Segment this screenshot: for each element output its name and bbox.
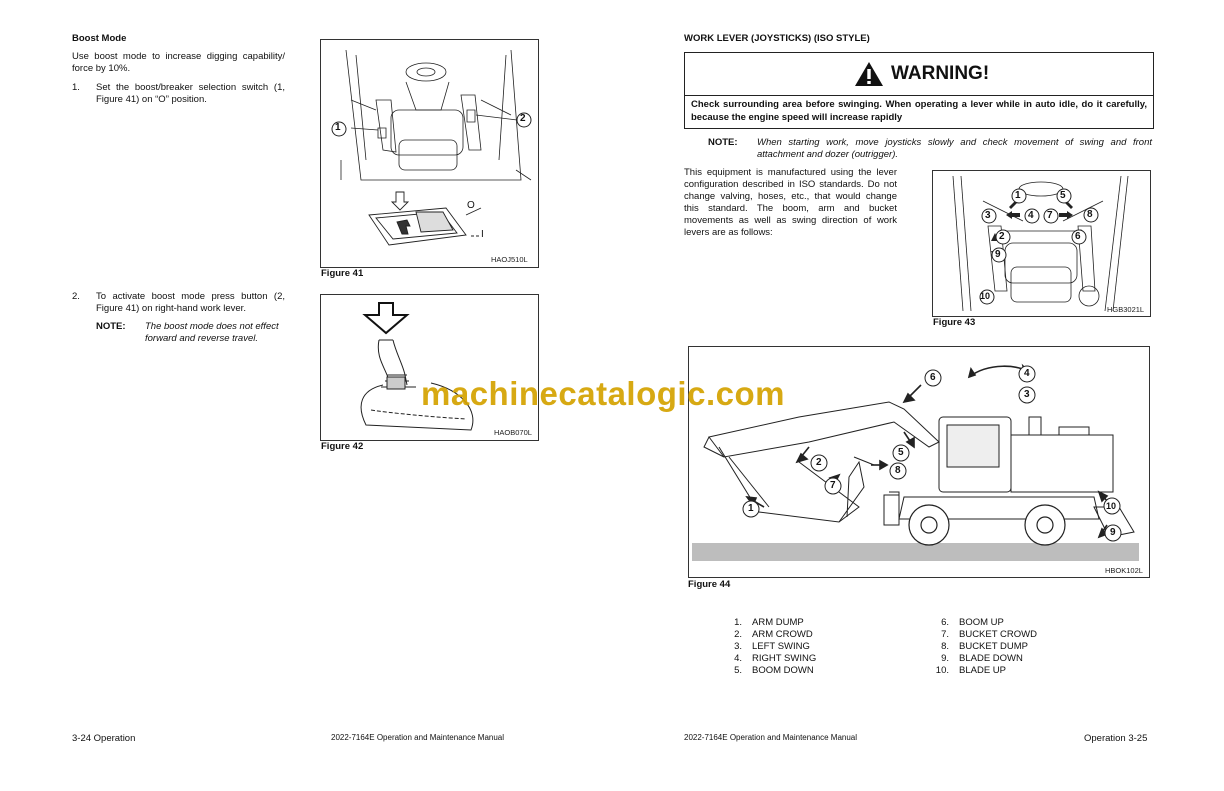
fig44-callout-9: 9 [1110,527,1116,538]
fig44-callout-6: 6 [930,372,936,383]
fig41-callout-2: 2 [520,113,526,124]
fig44-callout-4: 4 [1024,368,1030,379]
figure-43-caption: Figure 43 [933,317,976,328]
right-note-label: NOTE: [708,137,738,148]
warning-box [684,52,1154,129]
right-footer-page: Operation 3-25 [1084,733,1148,744]
step2-number: 2. [72,291,80,302]
fig43-callout-9: 9 [995,249,1001,260]
fig44-callout-7: 7 [830,480,836,491]
fig44-callout-8: 8 [895,465,901,476]
fig43-callout-3: 3 [985,210,991,221]
fig43-callout-2: 2 [999,231,1005,242]
left-note-text: The boost mode does not effect forward and reverse travel. [145,321,279,344]
right-note-text: When starting work, move joysticks slowly and check movement of swing and front attachment and dozer (outrigger). [757,137,1152,160]
figure-43-box [932,170,1151,317]
fig44-callout-3: 3 [1024,389,1030,400]
warning-title-row [685,53,1153,96]
fig43-callout-8: 8 [1087,209,1093,220]
fig44-code: HBOK102L [1105,566,1143,575]
figure-42-box [320,294,539,441]
fig44-callout-2: 2 [816,457,822,468]
left-footer-page: 3-24 Operation [72,733,136,744]
fig41-switch-i-label: I [481,229,484,240]
fig43-callout-6: 6 [1075,231,1081,242]
fig43-callout-7: 7 [1047,210,1053,221]
step1-number: 1. [72,82,80,93]
fig43-callout-5: 5 [1060,190,1066,201]
watermark-text: machinecatalogic.com [421,375,785,412]
fig44-callout-10: 10 [1106,501,1117,511]
warning-text: Check surrounding area before swinging. When operating a lever while in auto idle, do it carefully, because the engine speed will increase rapidly [691,99,1147,123]
left-footer-manual: 2022-7164E Operation and Maintenance Manual [331,733,505,742]
work-lever-heading: WORK LEVER (JOYSTICKS) (ISO STYLE) [684,33,870,44]
fig44-callout-5: 5 [898,447,904,458]
step2-text: To activate boost mode press button (2, Figure 41) on right-hand work lever. [96,291,285,314]
fig41-switch-o-label: O [467,200,475,211]
figure-41-box [320,39,539,268]
warning-triangle-icon [854,61,884,87]
figure-43-joystick-illustration [933,171,1150,316]
fig41-code: HAOJ510L [491,255,528,264]
figure-44-caption: Figure 44 [688,579,731,590]
fig44-callout-1: 1 [748,503,754,514]
left-note-label: NOTE: [96,321,126,332]
figure-42-caption: Figure 42 [321,441,364,452]
fig41-callout-1: 1 [335,122,341,133]
figure-41-cab-illustration [321,40,538,267]
step1-text: Set the boost/breaker selection switch (1, Figure 41) on “O” position. [96,82,285,105]
right-footer-manual: 2022-7164E Operation and Maintenance Manual [684,733,858,742]
fig43-callout-1: 1 [1015,190,1021,201]
fig43-code: HGB3021L [1107,305,1145,314]
figure-41-caption: Figure 41 [321,268,364,279]
ground-strip [692,543,1139,561]
fig43-callout-4: 4 [1028,210,1034,221]
boost-intro-text: Use boost mode to increase digging capability/ force by 10%. [72,51,285,74]
warning-title: WARNING! [891,63,990,84]
boost-mode-heading: Boost Mode [72,33,127,44]
fig42-code: HAOB070L [494,428,532,437]
figure-42-lever-illustration [321,295,538,440]
fig43-callout-10: 10 [980,291,991,301]
iso-body-text: This equipment is manufactured using the lever configuration described in ISO standards. Do not change valving, hoses, etc., that would change this standard. The boom, arm and bucket movements as well as swing direction of work levers are as follows: [684,167,897,238]
